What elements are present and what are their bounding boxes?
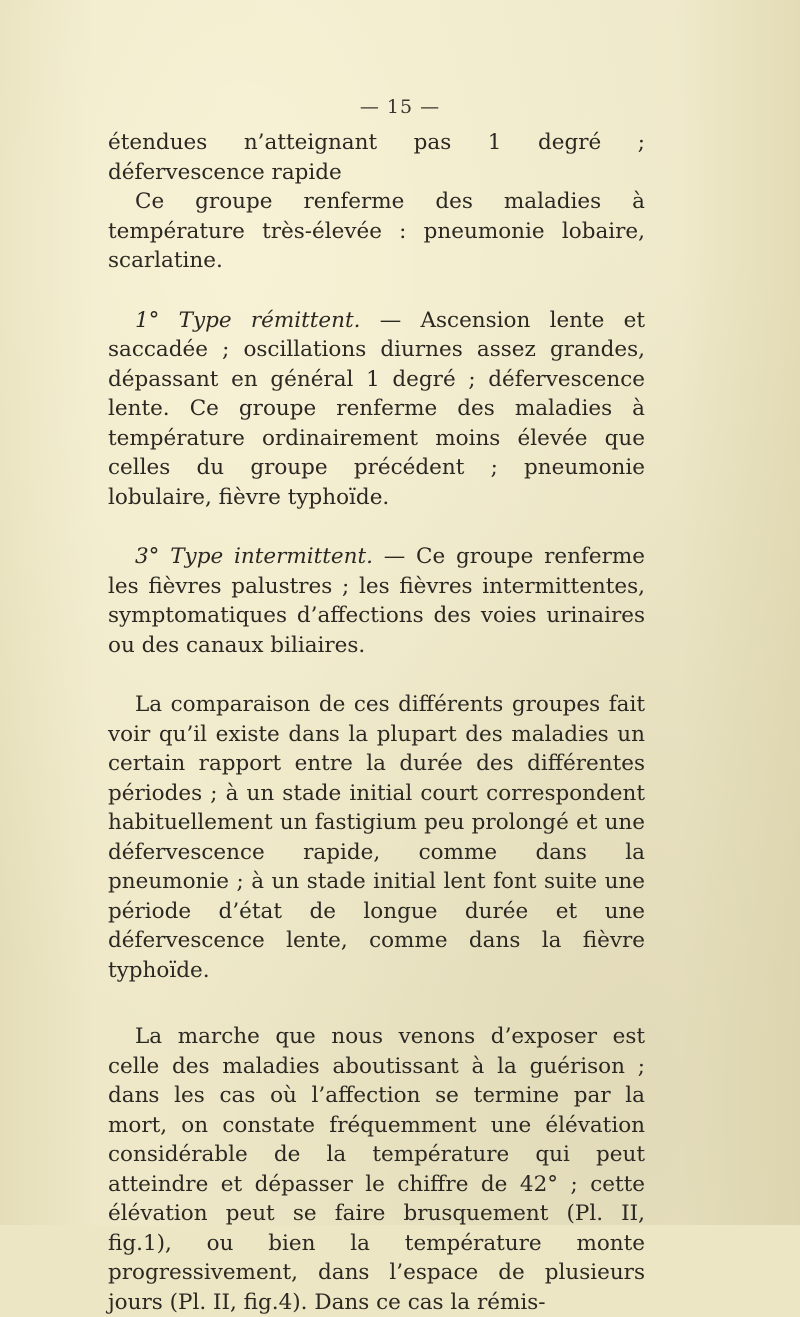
type-remittent-heading: 1° Type rémittent. xyxy=(135,307,361,333)
paragraph-type-intermittent xyxy=(108,542,645,660)
type-intermittent-text: — Ce groupe renferme les fièvres palustres ; les fièvres intermittentes, symptomatiques d’affections des voies urinaires ou des canaux biliaires. xyxy=(108,544,645,658)
paragraph-marche: La marche que nous venons d’exposer est celle des maladies aboutissant à la guérison ; dans les cas où l’affection se termine par la mort, on constate fréquemment une élévation considérable de la température qui peut atteindre et dépasser le chiffre de 42° ; cette élévation peut se faire brusquement (Pl. II, fig.1), ou bien la température monte progressivement, dans l’espace de plusieurs jours (Pl. II, fig.4). Dans ce cas la rémis- xyxy=(108,1024,645,1315)
body-text xyxy=(108,128,645,1317)
type-intermittent-heading: 3° Type intermittent. xyxy=(135,544,373,569)
type-remittent-text: — Ascension lente et saccadée ; oscillations diurnes assez grandes, dépassant en général 1 degré ; défervescence lente. Ce groupe renferme des maladies à température ordinairement moins élevée que celles du groupe précédent ; pneumonie lobulaire, fièvre typhoïde. xyxy=(108,307,645,510)
paragraph-type-remittent xyxy=(108,306,645,513)
paragraph-comparison: La comparaison de ces différents groupes fait voir qu’il existe dans la plupart des maladies un certain rapport entre la durée des différentes périodes ; à un stade initial court correspondent habituellement un fastigium peu prolongé et une défervescence rapide, comme dans la pneumonie ; à un stade initial lent font suite une période d’état de longue durée et une défervescence lente, comme dans la fièvre typhoïde. xyxy=(108,692,645,983)
paragraph-continuation: étendues n’atteignant pas 1 degré ; défervescence rapide xyxy=(108,130,645,185)
paragraph-continu-group: Ce groupe renferme des maladies à température très-élevée : pneumonie lobaire, scarlatine. xyxy=(108,189,645,273)
page-number: — 15 — xyxy=(359,96,441,118)
